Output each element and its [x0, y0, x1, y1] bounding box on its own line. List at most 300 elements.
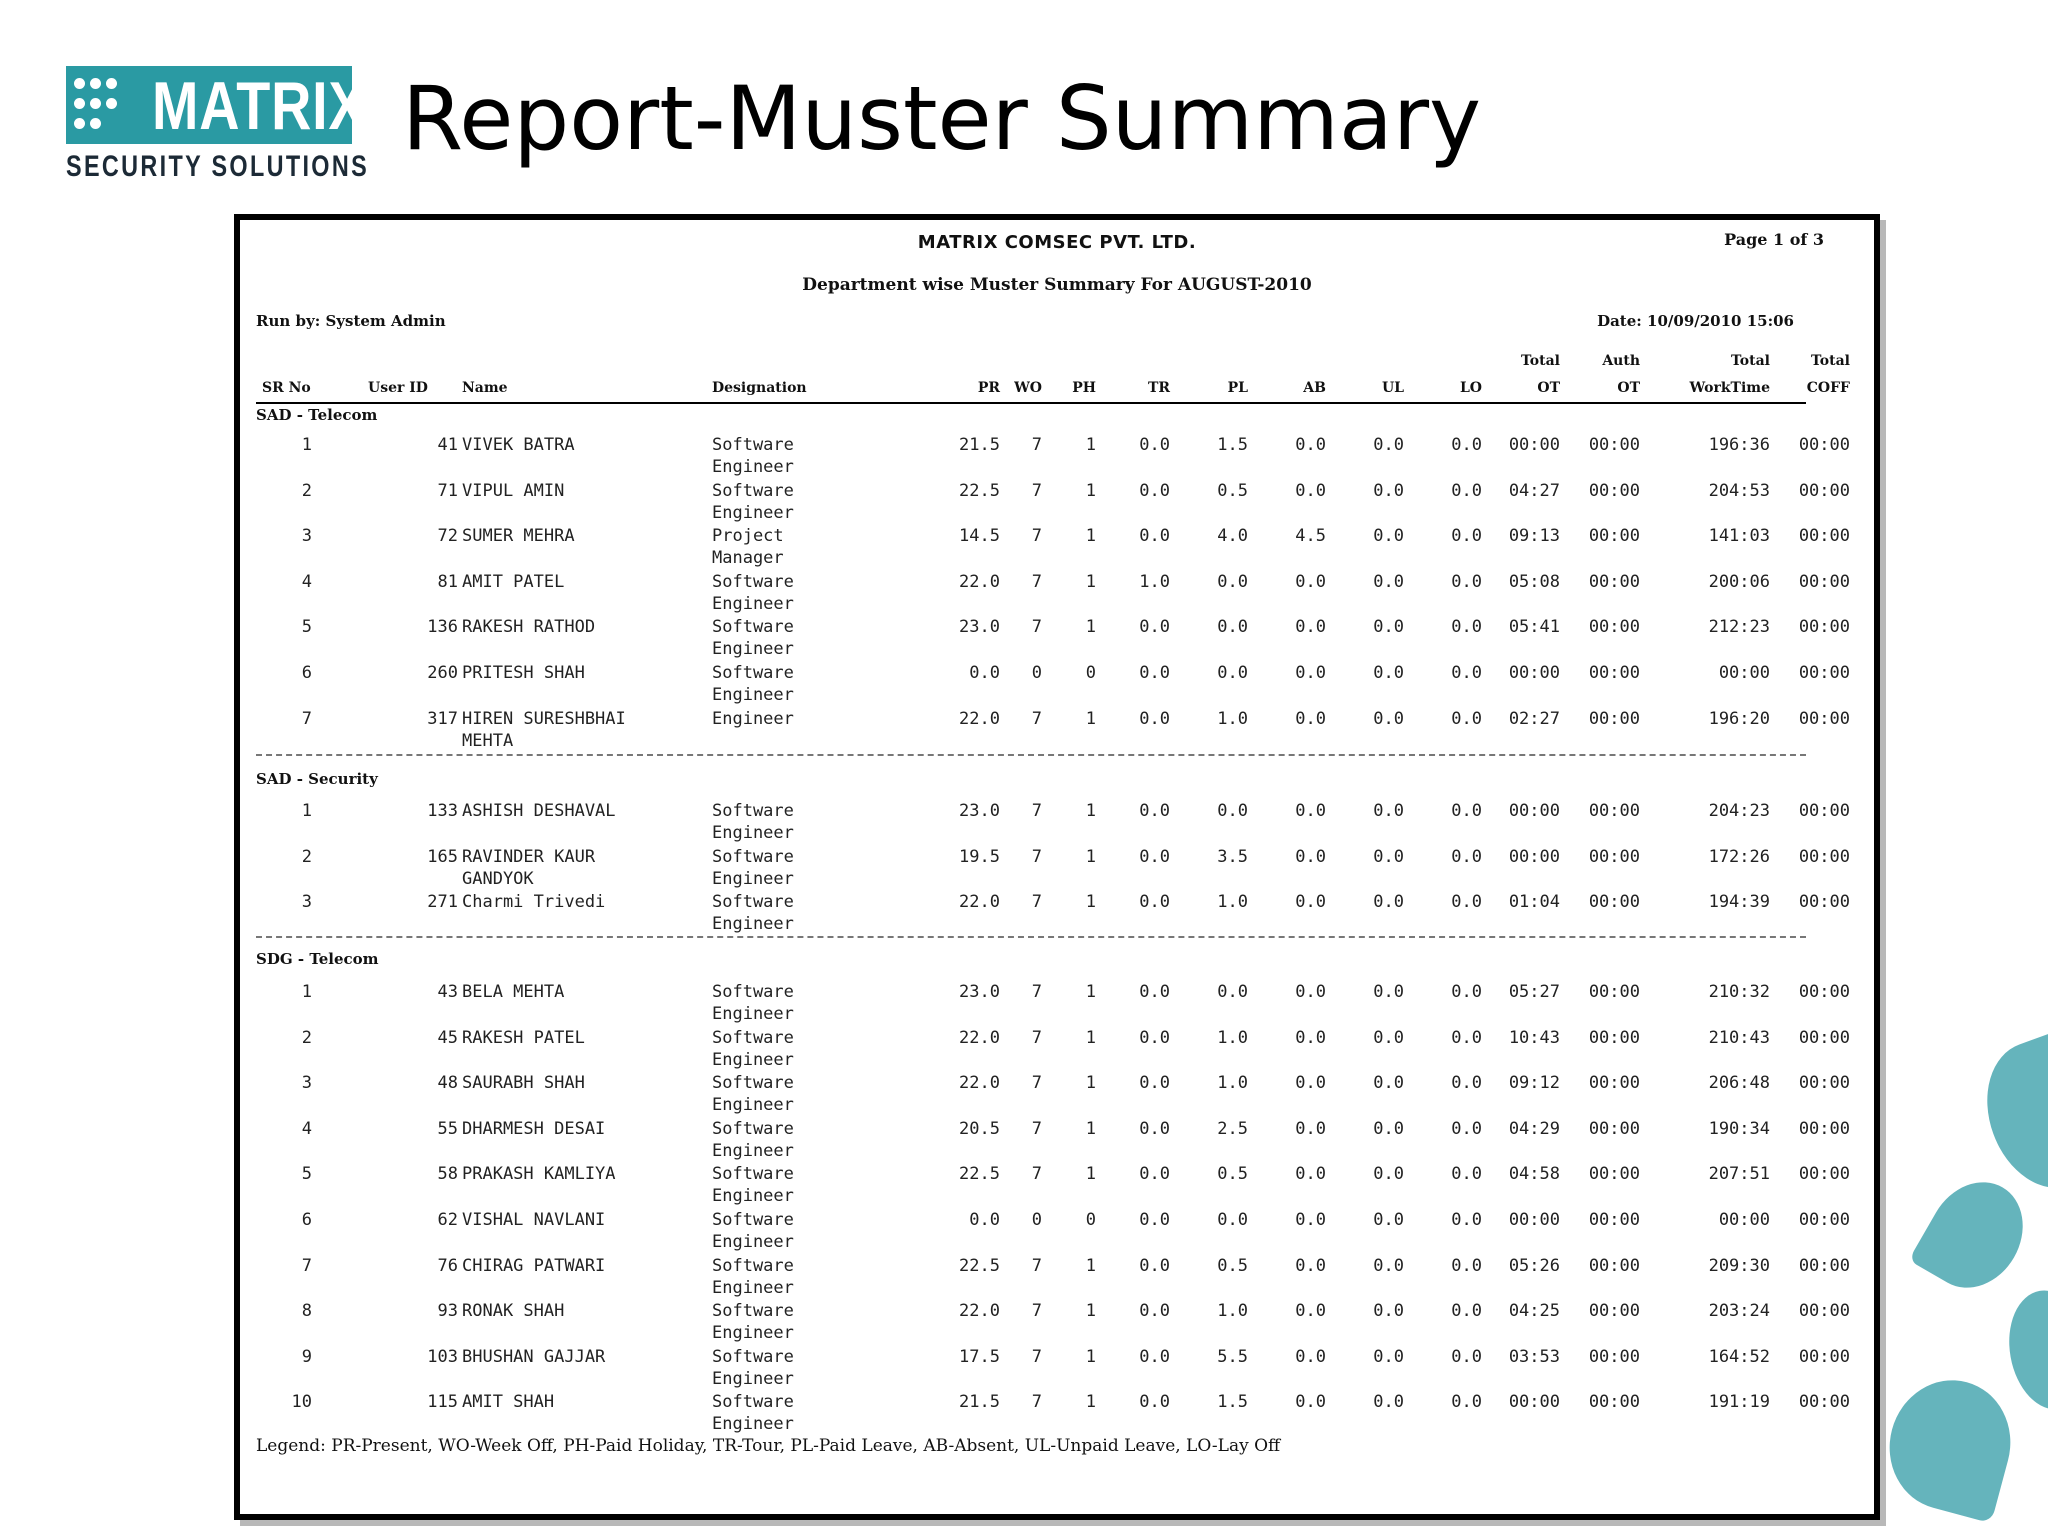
cell-designation-cont: Engineer — [712, 457, 794, 477]
cell-uid: 58 — [437, 1164, 458, 1185]
slide-title: Report-Muster Summary — [402, 67, 1482, 170]
cell-work: 164:52 — [1708, 1346, 1770, 1367]
col-ul: UL — [1381, 380, 1404, 396]
cell-sr: 2 — [301, 480, 312, 501]
table-row — [240, 1027, 1874, 1071]
cell-coff: 00:00 — [1798, 846, 1850, 867]
cell-name: BHUSHAN GAJJAR — [462, 1346, 606, 1367]
cell-tr: 0.0 — [1139, 1073, 1170, 1094]
cell-designation: Software — [712, 1255, 794, 1276]
cell-tot: 04:27 — [1508, 480, 1560, 501]
cell-pr: 14.5 — [959, 526, 1000, 547]
cell-name-cont: GANDYOK — [462, 868, 534, 889]
cell-auth: 00:00 — [1588, 526, 1640, 547]
cell-sr: 5 — [301, 1164, 312, 1185]
cell-designation: Software — [712, 1027, 794, 1048]
cell-name: RONAK SHAH — [462, 1301, 565, 1322]
cell-pr: 21.5 — [959, 1392, 1000, 1413]
cell-ul: 0.0 — [1373, 982, 1404, 1002]
cell-ul: 0.0 — [1373, 892, 1404, 913]
cell-name: PRITESH SHAH — [462, 663, 585, 683]
cell-pl: 5.5 — [1217, 1346, 1248, 1367]
cell-tot: 00:00 — [1508, 435, 1560, 455]
cell-sr: 4 — [301, 1118, 312, 1139]
cell-name: VIVEK BATRA — [462, 435, 575, 455]
cell-work: 196:36 — [1708, 435, 1770, 455]
cell-designation-cont: Engineer — [712, 1049, 794, 1070]
cell-wo: 7 — [1031, 1255, 1042, 1276]
table-row — [240, 708, 1874, 752]
cell-designation-cont: Engineer — [712, 1232, 794, 1252]
cell-ab: 0.0 — [1295, 982, 1326, 1002]
cell-pr: 23.0 — [959, 982, 1000, 1002]
cell-tot: 04:29 — [1508, 1118, 1560, 1139]
col-sr: SR No — [262, 380, 311, 396]
cell-designation-cont: Engineer — [712, 1004, 794, 1024]
cell-tot: 00:00 — [1508, 846, 1560, 867]
cell-designation-cont: Engineer — [712, 1368, 794, 1389]
cell-lo: 0.0 — [1451, 1210, 1482, 1230]
cell-coff: 00:00 — [1798, 1210, 1850, 1230]
cell-ph: 1 — [1085, 571, 1096, 592]
cell-designation-cont: Engineer — [712, 593, 794, 614]
cell-tr: 0.0 — [1139, 892, 1170, 913]
cell-tr: 0.0 — [1139, 708, 1170, 729]
cell-wo: 7 — [1031, 801, 1042, 821]
table-row — [240, 846, 1874, 890]
cell-ab: 0.0 — [1295, 1301, 1326, 1322]
cell-ph: 1 — [1085, 435, 1096, 455]
cell-auth: 00:00 — [1588, 846, 1640, 867]
cell-tr: 0.0 — [1139, 480, 1170, 501]
cell-uid: 55 — [437, 1118, 458, 1139]
cell-auth: 00:00 — [1588, 1301, 1640, 1322]
cell-lo: 0.0 — [1451, 801, 1482, 821]
cell-tr: 0.0 — [1139, 801, 1170, 821]
cell-work: 200:06 — [1708, 571, 1770, 592]
cell-ul: 0.0 — [1373, 1164, 1404, 1185]
cell-ph: 1 — [1085, 1392, 1096, 1413]
cell-tr: 0.0 — [1139, 1164, 1170, 1185]
cell-auth: 00:00 — [1588, 571, 1640, 592]
cell-ph: 1 — [1085, 846, 1096, 867]
cell-uid: 41 — [437, 435, 458, 455]
cell-pl: 0.0 — [1217, 617, 1248, 638]
cell-designation-cont: Engineer — [712, 1323, 794, 1344]
cell-coff: 00:00 — [1798, 892, 1850, 913]
cell-pl: 1.5 — [1217, 1392, 1248, 1413]
cell-coff: 00:00 — [1798, 617, 1850, 638]
cell-ab: 0.0 — [1295, 801, 1326, 821]
cell-pr: 0.0 — [969, 663, 1000, 683]
cell-ab: 0.0 — [1295, 1118, 1326, 1139]
cell-tot: 05:26 — [1508, 1255, 1560, 1276]
cell-tr: 0.0 — [1139, 1027, 1170, 1048]
cell-lo: 0.0 — [1451, 846, 1482, 867]
cell-name: RAVINDER KAUR — [462, 846, 596, 867]
cell-ph: 1 — [1085, 1164, 1096, 1185]
cell-tr: 0.0 — [1139, 1301, 1170, 1322]
cell-designation: Software — [712, 663, 794, 683]
cell-name: BELA MEHTA — [462, 982, 565, 1002]
cell-designation-cont: Engineer — [712, 502, 794, 523]
cell-designation-cont: Engineer — [712, 1414, 794, 1435]
report-run-by: Run by: System Admin — [256, 312, 446, 330]
cell-auth: 00:00 — [1588, 1027, 1640, 1048]
cell-ph: 1 — [1085, 1073, 1096, 1094]
cell-pl: 1.0 — [1217, 1073, 1248, 1094]
logo-box — [66, 66, 367, 144]
cell-pr: 22.5 — [959, 1255, 1000, 1276]
cell-pl: 0.5 — [1217, 1164, 1248, 1185]
cell-sr: 6 — [301, 1210, 312, 1230]
cell-auth: 00:00 — [1588, 435, 1640, 455]
cell-pr: 22.0 — [959, 571, 1000, 592]
cell-designation-cont: Engineer — [712, 685, 794, 705]
cell-work: 204:23 — [1708, 801, 1770, 821]
cell-uid: 260 — [427, 663, 458, 683]
col-pl: PL — [1227, 380, 1248, 396]
cell-name: ASHISH DESHAVAL — [462, 801, 616, 821]
cell-sr: 8 — [301, 1301, 312, 1322]
cell-ab: 0.0 — [1295, 480, 1326, 501]
cell-wo: 7 — [1031, 617, 1042, 638]
cell-pl: 0.5 — [1217, 480, 1248, 501]
cell-work: 00:00 — [1718, 1210, 1770, 1230]
report-legend: Legend: PR-Present, WO-Week Off, PH-Paid Holiday, TR-Tour, PL-Paid Leave, AB-Absent, UL-Unpaid Leave, LO-Lay Off — [256, 1436, 1281, 1456]
cell-sr: 5 — [301, 617, 312, 638]
cell-lo: 0.0 — [1451, 1027, 1482, 1048]
cell-ph: 1 — [1085, 892, 1096, 913]
cell-wo: 7 — [1031, 1346, 1042, 1367]
col-total-work-line1: Total — [1730, 353, 1770, 369]
col-wo: WO — [1014, 380, 1042, 396]
cell-ph: 1 — [1085, 1027, 1096, 1048]
cell-ph: 0 — [1085, 1210, 1096, 1230]
cell-coff: 00:00 — [1798, 663, 1850, 683]
cell-tr: 0.0 — [1139, 526, 1170, 547]
cell-pl: 0.0 — [1217, 1210, 1248, 1230]
cell-sr: 1 — [301, 435, 312, 455]
cell-pr: 22.5 — [959, 480, 1000, 501]
cell-tr: 0.0 — [1139, 846, 1170, 867]
col-total-ot-line1: Total — [1520, 353, 1560, 369]
cell-ul: 0.0 — [1373, 435, 1404, 455]
cell-designation: Software — [712, 1164, 794, 1185]
cell-lo: 0.0 — [1451, 663, 1482, 683]
cell-name: AMIT SHAH — [462, 1392, 555, 1413]
cell-coff: 00:00 — [1798, 1027, 1850, 1048]
decor-drop — [1968, 1026, 2048, 1205]
cell-ph: 1 — [1085, 1301, 1096, 1322]
cell-wo: 7 — [1031, 1392, 1042, 1413]
cell-ph: 1 — [1085, 526, 1096, 547]
cell-lo: 0.0 — [1451, 1255, 1482, 1276]
cell-coff: 00:00 — [1798, 1301, 1850, 1322]
cell-lo: 0.0 — [1451, 1073, 1482, 1094]
cell-ab: 0.0 — [1295, 663, 1326, 683]
cell-pl: 1.0 — [1217, 892, 1248, 913]
cell-name: PRAKASH KAMLIYA — [462, 1164, 616, 1185]
cell-auth: 00:00 — [1588, 892, 1640, 913]
muster-report — [234, 214, 1880, 1520]
cell-uid: 165 — [427, 846, 458, 867]
cell-ph: 1 — [1085, 617, 1096, 638]
cell-wo: 7 — [1031, 708, 1042, 729]
cell-designation: Software — [712, 801, 794, 821]
col-total-coff-line2: COFF — [1806, 380, 1850, 396]
cell-name: RAKESH PATEL — [462, 1027, 585, 1048]
cell-auth: 00:00 — [1588, 617, 1640, 638]
cell-pl: 1.5 — [1217, 435, 1248, 455]
col-pr: PR — [977, 380, 1000, 396]
section-divider — [256, 754, 1806, 756]
cell-lo: 0.0 — [1451, 1301, 1482, 1322]
cell-tot: 09:12 — [1508, 1073, 1560, 1094]
cell-ul: 0.0 — [1373, 480, 1404, 501]
cell-name: RAKESH RATHOD — [462, 617, 596, 638]
cell-pr: 22.0 — [959, 1027, 1000, 1048]
cell-coff: 00:00 — [1798, 1164, 1850, 1185]
decor-drop — [1909, 1165, 2042, 1305]
table-row — [240, 1346, 1874, 1390]
cell-pl: 0.0 — [1217, 571, 1248, 592]
cell-tr: 0.0 — [1139, 1392, 1170, 1413]
cell-tot: 10:43 — [1508, 1027, 1560, 1048]
cell-uid: 45 — [437, 1027, 458, 1048]
cell-coff: 00:00 — [1798, 1346, 1850, 1367]
cell-designation: Software — [712, 982, 794, 1002]
cell-ab: 0.0 — [1295, 617, 1326, 638]
cell-pl: 1.0 — [1217, 1027, 1248, 1048]
table-row — [240, 571, 1874, 615]
cell-tr: 0.0 — [1139, 1210, 1170, 1230]
table-row — [240, 1255, 1874, 1299]
cell-designation: Software — [712, 1118, 794, 1139]
cell-sr: 6 — [301, 663, 312, 683]
cell-coff: 00:00 — [1798, 480, 1850, 501]
col-auth-ot-line1: Auth — [1602, 353, 1640, 369]
cell-designation: Software — [712, 1301, 794, 1322]
cell-pl: 1.0 — [1217, 1301, 1248, 1322]
cell-sr: 1 — [301, 982, 312, 1002]
cell-sr: 3 — [301, 892, 312, 913]
cell-coff: 00:00 — [1798, 1118, 1850, 1139]
cell-sr: 2 — [301, 1027, 312, 1048]
cell-pr: 17.5 — [959, 1346, 1000, 1367]
cell-wo: 7 — [1031, 1164, 1042, 1185]
cell-tot: 05:27 — [1508, 982, 1560, 1002]
cell-wo: 7 — [1031, 571, 1042, 592]
logo-wordmark: MATRIX — [152, 68, 367, 144]
cell-designation-cont: Engineer — [712, 868, 794, 889]
cell-work: 206:48 — [1708, 1073, 1770, 1094]
cell-work: 207:51 — [1708, 1164, 1770, 1185]
matrix-logo — [66, 66, 370, 186]
cell-wo: 7 — [1031, 1118, 1042, 1139]
cell-uid: 48 — [437, 1073, 458, 1094]
table-row — [240, 480, 1874, 524]
cell-coff: 00:00 — [1798, 801, 1850, 821]
col-auth-ot-line2: OT — [1617, 380, 1640, 396]
col-total-coff-line1: Total — [1810, 353, 1850, 369]
cell-work: 204:53 — [1708, 480, 1770, 501]
cell-tot: 05:08 — [1508, 571, 1560, 592]
cell-pl: 1.0 — [1217, 708, 1248, 729]
cell-name: CHIRAG PATWARI — [462, 1255, 606, 1276]
cell-work: 191:19 — [1708, 1392, 1770, 1413]
section-title: SDG - Telecom — [256, 950, 379, 968]
cell-tr: 0.0 — [1139, 1346, 1170, 1367]
cell-ph: 0 — [1085, 663, 1096, 683]
cell-designation-cont: Engineer — [712, 914, 794, 935]
section-title: SAD - Telecom — [256, 406, 378, 424]
cell-ab: 0.0 — [1295, 846, 1326, 867]
cell-wo: 0 — [1031, 1210, 1042, 1230]
cell-ul: 0.0 — [1373, 1392, 1404, 1413]
cell-ab: 0.0 — [1295, 1392, 1326, 1413]
report-page-number: Page 1 of 3 — [1724, 230, 1824, 249]
cell-tot: 00:00 — [1508, 1392, 1560, 1413]
cell-auth: 00:00 — [1588, 801, 1640, 821]
cell-pr: 20.5 — [959, 1118, 1000, 1139]
col-user-id: User ID — [368, 380, 428, 396]
cell-lo: 0.0 — [1451, 982, 1482, 1002]
cell-uid: 136 — [427, 617, 458, 638]
cell-pl: 0.0 — [1217, 663, 1248, 683]
cell-lo: 0.0 — [1451, 617, 1482, 638]
cell-ph: 1 — [1085, 982, 1096, 1002]
cell-auth: 00:00 — [1588, 982, 1640, 1002]
cell-ul: 0.0 — [1373, 1255, 1404, 1276]
cell-name: SAURABH SHAH — [462, 1073, 585, 1094]
logo-tagline: SECURITY SOLUTIONS — [66, 150, 370, 183]
cell-ab: 0.0 — [1295, 1073, 1326, 1094]
cell-ul: 0.0 — [1373, 1118, 1404, 1139]
cell-tot: 05:41 — [1508, 617, 1560, 638]
cell-name: DHARMESH DESAI — [462, 1118, 606, 1139]
cell-lo: 0.0 — [1451, 526, 1482, 547]
section-title: SAD - Security — [256, 770, 378, 788]
cell-sr: 7 — [301, 708, 312, 729]
cell-designation: Software — [712, 617, 794, 638]
cell-name: SUMER MEHRA — [462, 526, 575, 547]
cell-name: AMIT PATEL — [462, 571, 565, 592]
cell-ul: 0.0 — [1373, 1301, 1404, 1322]
cell-uid: 81 — [437, 571, 458, 592]
table-row — [240, 662, 1874, 706]
cell-ph: 1 — [1085, 1118, 1096, 1139]
cell-pl: 4.0 — [1217, 526, 1248, 547]
cell-designation: Software — [712, 846, 794, 867]
cell-ul: 0.0 — [1373, 617, 1404, 638]
cell-sr: 1 — [301, 801, 312, 821]
table-row — [240, 800, 1874, 844]
cell-tot: 02:27 — [1508, 708, 1560, 729]
col-ab: AB — [1303, 380, 1326, 396]
cell-wo: 7 — [1031, 846, 1042, 867]
cell-designation-cont: Engineer — [712, 1186, 794, 1207]
table-row — [240, 1163, 1874, 1207]
header-rule — [256, 402, 1806, 404]
cell-name-cont: MEHTA — [462, 730, 514, 751]
cell-ab: 0.0 — [1295, 1255, 1326, 1276]
cell-work: 209:30 — [1708, 1255, 1770, 1276]
cell-ab: 4.5 — [1295, 526, 1326, 547]
cell-uid: 317 — [427, 708, 458, 729]
cell-auth: 00:00 — [1588, 1210, 1640, 1230]
table-row — [240, 1300, 1874, 1344]
cell-auth: 00:00 — [1588, 1346, 1640, 1367]
cell-auth: 00:00 — [1588, 480, 1640, 501]
cell-wo: 7 — [1031, 435, 1042, 455]
cell-coff: 00:00 — [1798, 1392, 1850, 1413]
cell-ab: 0.0 — [1295, 1210, 1326, 1230]
cell-pr: 22.0 — [959, 1073, 1000, 1094]
cell-uid: 115 — [427, 1392, 458, 1413]
cell-lo: 0.0 — [1451, 1392, 1482, 1413]
cell-ab: 0.0 — [1295, 892, 1326, 913]
cell-work: 210:32 — [1708, 982, 1770, 1002]
cell-uid: 271 — [427, 892, 458, 913]
cell-coff: 00:00 — [1798, 435, 1850, 455]
cell-ul: 0.0 — [1373, 571, 1404, 592]
cell-auth: 00:00 — [1588, 1255, 1640, 1276]
cell-auth: 00:00 — [1588, 708, 1640, 729]
cell-auth: 00:00 — [1588, 1118, 1640, 1139]
cell-coff: 00:00 — [1798, 1073, 1850, 1094]
cell-coff: 00:00 — [1798, 526, 1850, 547]
cell-uid: 43 — [437, 982, 458, 1002]
cell-ab: 0.0 — [1295, 1164, 1326, 1185]
col-lo: LO — [1459, 380, 1482, 396]
cell-ul: 0.0 — [1373, 801, 1404, 821]
cell-uid: 103 — [427, 1346, 458, 1367]
cell-designation: Software — [712, 480, 794, 501]
cell-lo: 0.0 — [1451, 480, 1482, 501]
logo-dots-icon — [74, 76, 134, 136]
cell-pr: 19.5 — [959, 846, 1000, 867]
cell-work: 190:34 — [1708, 1118, 1770, 1139]
cell-lo: 0.0 — [1451, 1164, 1482, 1185]
cell-designation: Software — [712, 1073, 794, 1094]
cell-wo: 0 — [1031, 663, 1042, 683]
cell-ul: 0.0 — [1373, 846, 1404, 867]
cell-auth: 00:00 — [1588, 663, 1640, 683]
cell-uid: 72 — [437, 526, 458, 547]
cell-designation: Software — [712, 1392, 794, 1413]
cell-tot: 00:00 — [1508, 801, 1560, 821]
col-designation: Designation — [712, 380, 807, 396]
cell-lo: 0.0 — [1451, 708, 1482, 729]
table-row — [240, 434, 1874, 478]
cell-name: VISHAL NAVLANI — [462, 1210, 606, 1230]
cell-tr: 0.0 — [1139, 663, 1170, 683]
cell-designation: Engineer — [712, 708, 794, 729]
cell-designation: Software — [712, 1346, 794, 1367]
cell-lo: 0.0 — [1451, 435, 1482, 455]
cell-pl: 0.0 — [1217, 982, 1248, 1002]
cell-work: 172:26 — [1708, 846, 1770, 867]
cell-tr: 1.0 — [1139, 571, 1170, 592]
cell-ab: 0.0 — [1295, 1346, 1326, 1367]
cell-ab: 0.0 — [1295, 1027, 1326, 1048]
cell-tot: 04:25 — [1508, 1301, 1560, 1322]
table-row — [240, 1118, 1874, 1162]
table-row — [240, 1072, 1874, 1116]
cell-wo: 7 — [1031, 892, 1042, 913]
cell-uid: 133 — [427, 801, 458, 821]
